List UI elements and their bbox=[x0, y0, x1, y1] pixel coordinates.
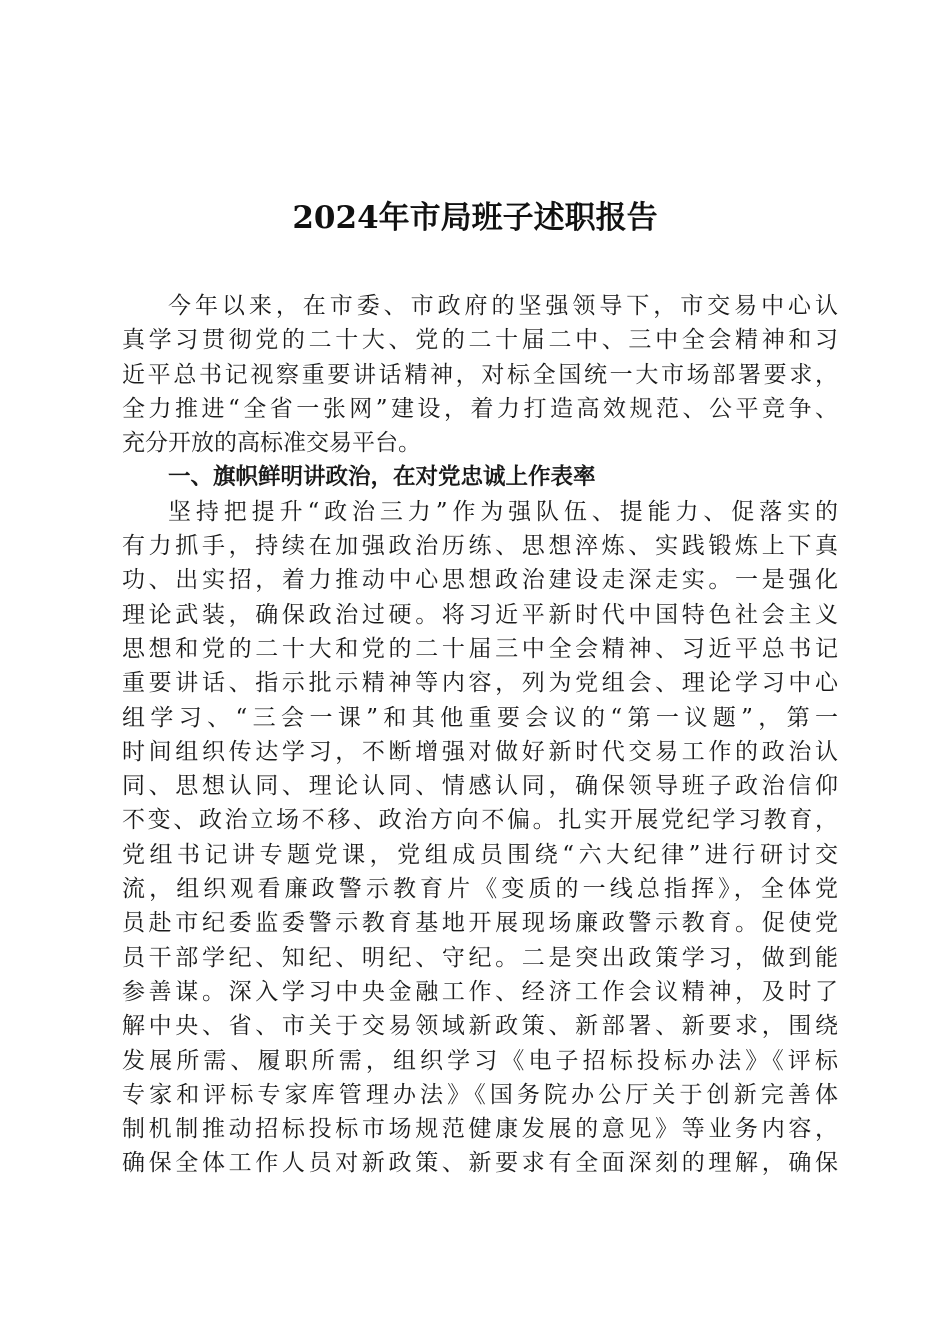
paragraph-line: 同、思想认同、理论认同、情感认同，确保领导班子政治信仰 bbox=[122, 773, 838, 800]
paragraph-line: 发展所需、履职所需，组织学习《电子招标投标办法》《评标 bbox=[122, 1047, 838, 1074]
paragraph-line: 真学习贯彻党的二十大、党的二十届二中、三中全会精神和习 bbox=[122, 327, 838, 354]
paragraph-line: 近平总书记视察重要讲话精神，对标全国统一大市场部署要求， bbox=[122, 361, 838, 388]
paragraph-line: 组学习、“三会一课”和其他重要会议的“第一议题”，第一 bbox=[122, 704, 838, 731]
paragraph-line: 有力抓手，持续在加强政治历练、思想淬炼、实践锻炼上下真 bbox=[122, 533, 838, 560]
paragraph-line: 员赴市纪委监委警示教育基地开展现场廉政警示教育。促使党 bbox=[122, 910, 838, 937]
paragraph-line: 专家和评标专家库管理办法》《国务院办公厅关于创新完善体 bbox=[122, 1081, 838, 1108]
paragraph-line: 充分开放的高标准交易平台。 bbox=[122, 430, 421, 457]
paragraph-line: 坚持把提升“政治三力”作为强队伍、提能力、促落实的 bbox=[168, 498, 838, 525]
paragraph-line: 思想和党的二十大和党的二十届三中全会精神、习近平总书记 bbox=[122, 635, 838, 662]
paragraph-line: 党组书记讲专题党课，党组成员围绕“六大纪律”进行研讨交 bbox=[122, 841, 838, 868]
paragraph-line: 参善谋。深入学习中央金融工作、经济工作会议精神，及时了 bbox=[122, 978, 838, 1005]
paragraph-line: 全力推进“全省一张网”建设，着力打造高效规范、公平竞争、 bbox=[122, 395, 838, 422]
paragraph-line: 确保全体工作人员对新政策、新要求有全面深刻的理解，确保 bbox=[122, 1150, 838, 1177]
paragraph-line: 今年以来，在市委、市政府的坚强领导下，市交易中心认 bbox=[168, 293, 838, 319]
paragraph-line: 理论武装，确保政治过硬。将习近平新时代中国特色社会主义 bbox=[122, 601, 838, 628]
paragraph-line: 重要讲话、指示批示精神等内容，列为党组会、理论学习中心 bbox=[122, 670, 838, 697]
paragraph-line: 不变、政治立场不移、政治方向不偏。扎实开展党纪学习教育， bbox=[122, 807, 838, 834]
paragraph-line: 解中央、省、市关于交易领域新政策、新部署、新要求，围绕 bbox=[122, 1013, 838, 1040]
paragraph-line: 员干部学纪、知纪、明纪、守纪。二是突出政策学习，做到能 bbox=[122, 944, 838, 971]
paragraph-line: 时间组织传达学习，不断增强对做好新时代交易工作的政治认 bbox=[122, 738, 838, 765]
document-body bbox=[122, 289, 838, 1181]
paragraph-line: 制机制推动招标投标市场规范健康发展的意见》等业务内容， bbox=[122, 1116, 838, 1143]
paragraph-line: 功、出实招，着力推动中心思想政治建设走深走实。一是强化 bbox=[122, 567, 838, 594]
section-heading: 一、旗帜鲜明讲政治，在对党忠诚上作表率 bbox=[168, 464, 596, 491]
document-title: 2024年市局班子述职报告 bbox=[292, 200, 658, 236]
paragraph-line: 流，组织观看廉政警示教育片《变质的一线总指挥》，全体党 bbox=[122, 876, 838, 903]
